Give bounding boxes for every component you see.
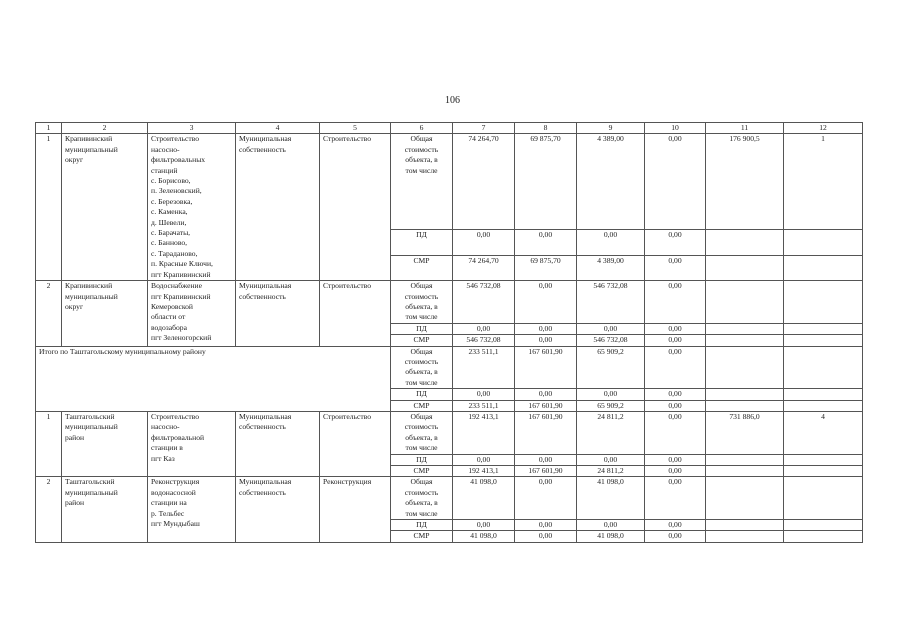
value-col-10: 0,00 (645, 323, 706, 334)
value-col-12 (784, 477, 863, 520)
work-type-cell: Реконструкция (320, 477, 391, 542)
value-col-9: 0,00 (577, 520, 645, 531)
col-header-6: 6 (391, 123, 453, 134)
ownership-cell: Муниципальная собственность (236, 411, 320, 476)
value-col-12 (784, 520, 863, 531)
value-col-12 (784, 255, 863, 281)
value-col-7: 74 264,70 (453, 255, 515, 281)
row-number: 2 (36, 477, 62, 542)
cost-label-cell: ПД (391, 229, 453, 255)
value-col-9: 41 098,0 (577, 477, 645, 520)
value-col-8: 69 875,70 (515, 255, 577, 281)
value-col-12 (784, 466, 863, 477)
col-header-2: 2 (62, 123, 148, 134)
cost-label-cell: СМР (391, 255, 453, 281)
cost-label-cell: СМР (391, 400, 453, 411)
table-row (36, 477, 863, 520)
value-col-7: 0,00 (453, 389, 515, 400)
object-cell: Строительство насосно- фильтровальной станции в пгт Каз (148, 411, 236, 476)
value-col-7: 546 732,08 (453, 335, 515, 346)
object-cell: Реконструкция водонасосной станции на р. Тельбес пгт Мундыбаш (148, 477, 236, 542)
value-col-11 (706, 389, 784, 400)
value-col-8: 0,00 (515, 335, 577, 346)
value-col-11 (706, 229, 784, 255)
value-col-12 (784, 346, 863, 389)
cost-label-cell: Общая стоимость объекта, в том числе (391, 411, 453, 454)
cost-label-cell: Общая стоимость объекта, в том числе (391, 281, 453, 324)
value-col-9: 65 909,2 (577, 400, 645, 411)
value-col-8: 167 601,90 (515, 466, 577, 477)
value-col-11: 176 900,5 (706, 134, 784, 230)
cost-label-cell: Общая стоимость объекта, в том числе (391, 477, 453, 520)
value-col-7: 74 264,70 (453, 134, 515, 230)
value-col-11 (706, 454, 784, 465)
municipality-cell: Таштагольский муниципальный район (62, 477, 148, 542)
value-col-11: 731 886,0 (706, 411, 784, 454)
col-header-12: 12 (784, 123, 863, 134)
value-col-7: 41 098,0 (453, 531, 515, 542)
total-title: Итого по Таштагольскому муниципальному району (36, 346, 391, 411)
value-col-11 (706, 346, 784, 389)
value-col-11 (706, 400, 784, 411)
col-header-7: 7 (453, 123, 515, 134)
value-col-11 (706, 531, 784, 542)
ownership-cell: Муниципальная собственность (236, 134, 320, 281)
value-col-9: 0,00 (577, 323, 645, 334)
work-type-cell: Строительство (320, 281, 391, 346)
value-col-12 (784, 454, 863, 465)
table-row (36, 281, 863, 324)
value-col-11 (706, 466, 784, 477)
row-number: 1 (36, 411, 62, 476)
ownership-cell: Муниципальная собственность (236, 477, 320, 542)
value-col-11 (706, 477, 784, 520)
col-header-5: 5 (320, 123, 391, 134)
value-col-7: 0,00 (453, 229, 515, 255)
value-col-12 (784, 335, 863, 346)
page-number: 106 (445, 95, 460, 106)
value-col-7: 0,00 (453, 454, 515, 465)
value-col-9: 65 909,2 (577, 346, 645, 389)
cost-label-cell: ПД (391, 454, 453, 465)
value-col-9: 24 811,2 (577, 411, 645, 454)
work-type-cell: Строительство (320, 134, 391, 281)
value-col-12: 4 (784, 411, 863, 454)
value-col-8: 0,00 (515, 454, 577, 465)
value-col-8: 167 601,90 (515, 346, 577, 389)
value-col-10: 0,00 (645, 531, 706, 542)
col-header-1: 1 (36, 123, 62, 134)
value-col-11 (706, 323, 784, 334)
value-col-9: 0,00 (577, 229, 645, 255)
value-col-8: 0,00 (515, 520, 577, 531)
value-col-10: 0,00 (645, 229, 706, 255)
cost-label-cell: СМР (391, 531, 453, 542)
value-col-7: 192 413,1 (453, 466, 515, 477)
object-cell: Строительство насосно- фильтровальных станций с. Борисово, п. Зеленовский, с. Березовка, с. Каменка, д. Шевели, с. Барачаты, с. Банново, с. Тараданово, п. Красные Ключи, пгт Крапивинский (148, 134, 236, 281)
value-col-7: 41 098,0 (453, 477, 515, 520)
value-col-9: 546 732,08 (577, 281, 645, 324)
col-header-4: 4 (236, 123, 320, 134)
value-col-10: 0,00 (645, 335, 706, 346)
value-col-10: 0,00 (645, 411, 706, 454)
value-col-9: 0,00 (577, 454, 645, 465)
value-col-7: 0,00 (453, 323, 515, 334)
value-col-12 (784, 389, 863, 400)
value-col-10: 0,00 (645, 477, 706, 520)
value-col-9: 41 098,0 (577, 531, 645, 542)
value-col-10: 0,00 (645, 281, 706, 324)
value-col-8: 167 601,90 (515, 400, 577, 411)
value-col-8: 0,00 (515, 281, 577, 324)
value-col-11 (706, 520, 784, 531)
value-col-10: 0,00 (645, 134, 706, 230)
value-col-7: 0,00 (453, 520, 515, 531)
cost-label-cell: ПД (391, 389, 453, 400)
value-col-10: 0,00 (645, 454, 706, 465)
value-col-11 (706, 281, 784, 324)
value-col-12: 1 (784, 134, 863, 230)
value-col-11 (706, 255, 784, 281)
row-number: 2 (36, 281, 62, 346)
table-row (36, 411, 863, 454)
value-col-12 (784, 281, 863, 324)
value-col-7: 233 511,1 (453, 400, 515, 411)
value-col-8: 167 601,90 (515, 411, 577, 454)
value-col-9: 546 732,08 (577, 335, 645, 346)
cost-label-cell: Общая стоимость объекта, в том числе (391, 346, 453, 389)
col-header-3: 3 (148, 123, 236, 134)
value-col-9: 24 811,2 (577, 466, 645, 477)
value-col-8: 0,00 (515, 389, 577, 400)
value-col-7: 233 511,1 (453, 346, 515, 389)
value-col-12 (784, 323, 863, 334)
cost-label-cell: СМР (391, 335, 453, 346)
investment-table (35, 122, 863, 543)
value-col-8: 0,00 (515, 323, 577, 334)
municipality-cell: Таштагольский муниципальный район (62, 411, 148, 476)
value-col-10: 0,00 (645, 400, 706, 411)
municipality-cell: Крапивинский муниципальный округ (62, 134, 148, 281)
value-col-7: 192 413,1 (453, 411, 515, 454)
value-col-12 (784, 229, 863, 255)
municipality-cell: Крапивинский муниципальный округ (62, 281, 148, 346)
col-header-9: 9 (577, 123, 645, 134)
col-header-8: 8 (515, 123, 577, 134)
value-col-7: 546 732,08 (453, 281, 515, 324)
value-col-12 (784, 400, 863, 411)
value-col-10: 0,00 (645, 520, 706, 531)
column-header-row (36, 123, 863, 134)
cost-label-cell: ПД (391, 323, 453, 334)
value-col-9: 0,00 (577, 389, 645, 400)
value-col-10: 0,00 (645, 346, 706, 389)
total-row (36, 346, 863, 389)
value-col-12 (784, 531, 863, 542)
value-col-9: 4 389,00 (577, 134, 645, 230)
table-row (36, 134, 863, 230)
row-number: 1 (36, 134, 62, 281)
ownership-cell: Муниципальная собственность (236, 281, 320, 346)
value-col-8: 69 875,70 (515, 134, 577, 230)
value-col-8: 0,00 (515, 531, 577, 542)
value-col-10: 0,00 (645, 255, 706, 281)
value-col-11 (706, 335, 784, 346)
object-cell: Водоснабжение пгт Крапивинский Кемеровской области от водозабора пгт Зеленогорский (148, 281, 236, 346)
cost-label-cell: СМР (391, 466, 453, 477)
cost-label-cell: Общая стоимость объекта, в том числе (391, 134, 453, 230)
value-col-10: 0,00 (645, 389, 706, 400)
col-header-10: 10 (645, 123, 706, 134)
value-col-9: 4 389,00 (577, 255, 645, 281)
value-col-8: 0,00 (515, 477, 577, 520)
value-col-10: 0,00 (645, 466, 706, 477)
cost-label-cell: ПД (391, 520, 453, 531)
col-header-11: 11 (706, 123, 784, 134)
value-col-8: 0,00 (515, 229, 577, 255)
work-type-cell: Строительство (320, 411, 391, 476)
